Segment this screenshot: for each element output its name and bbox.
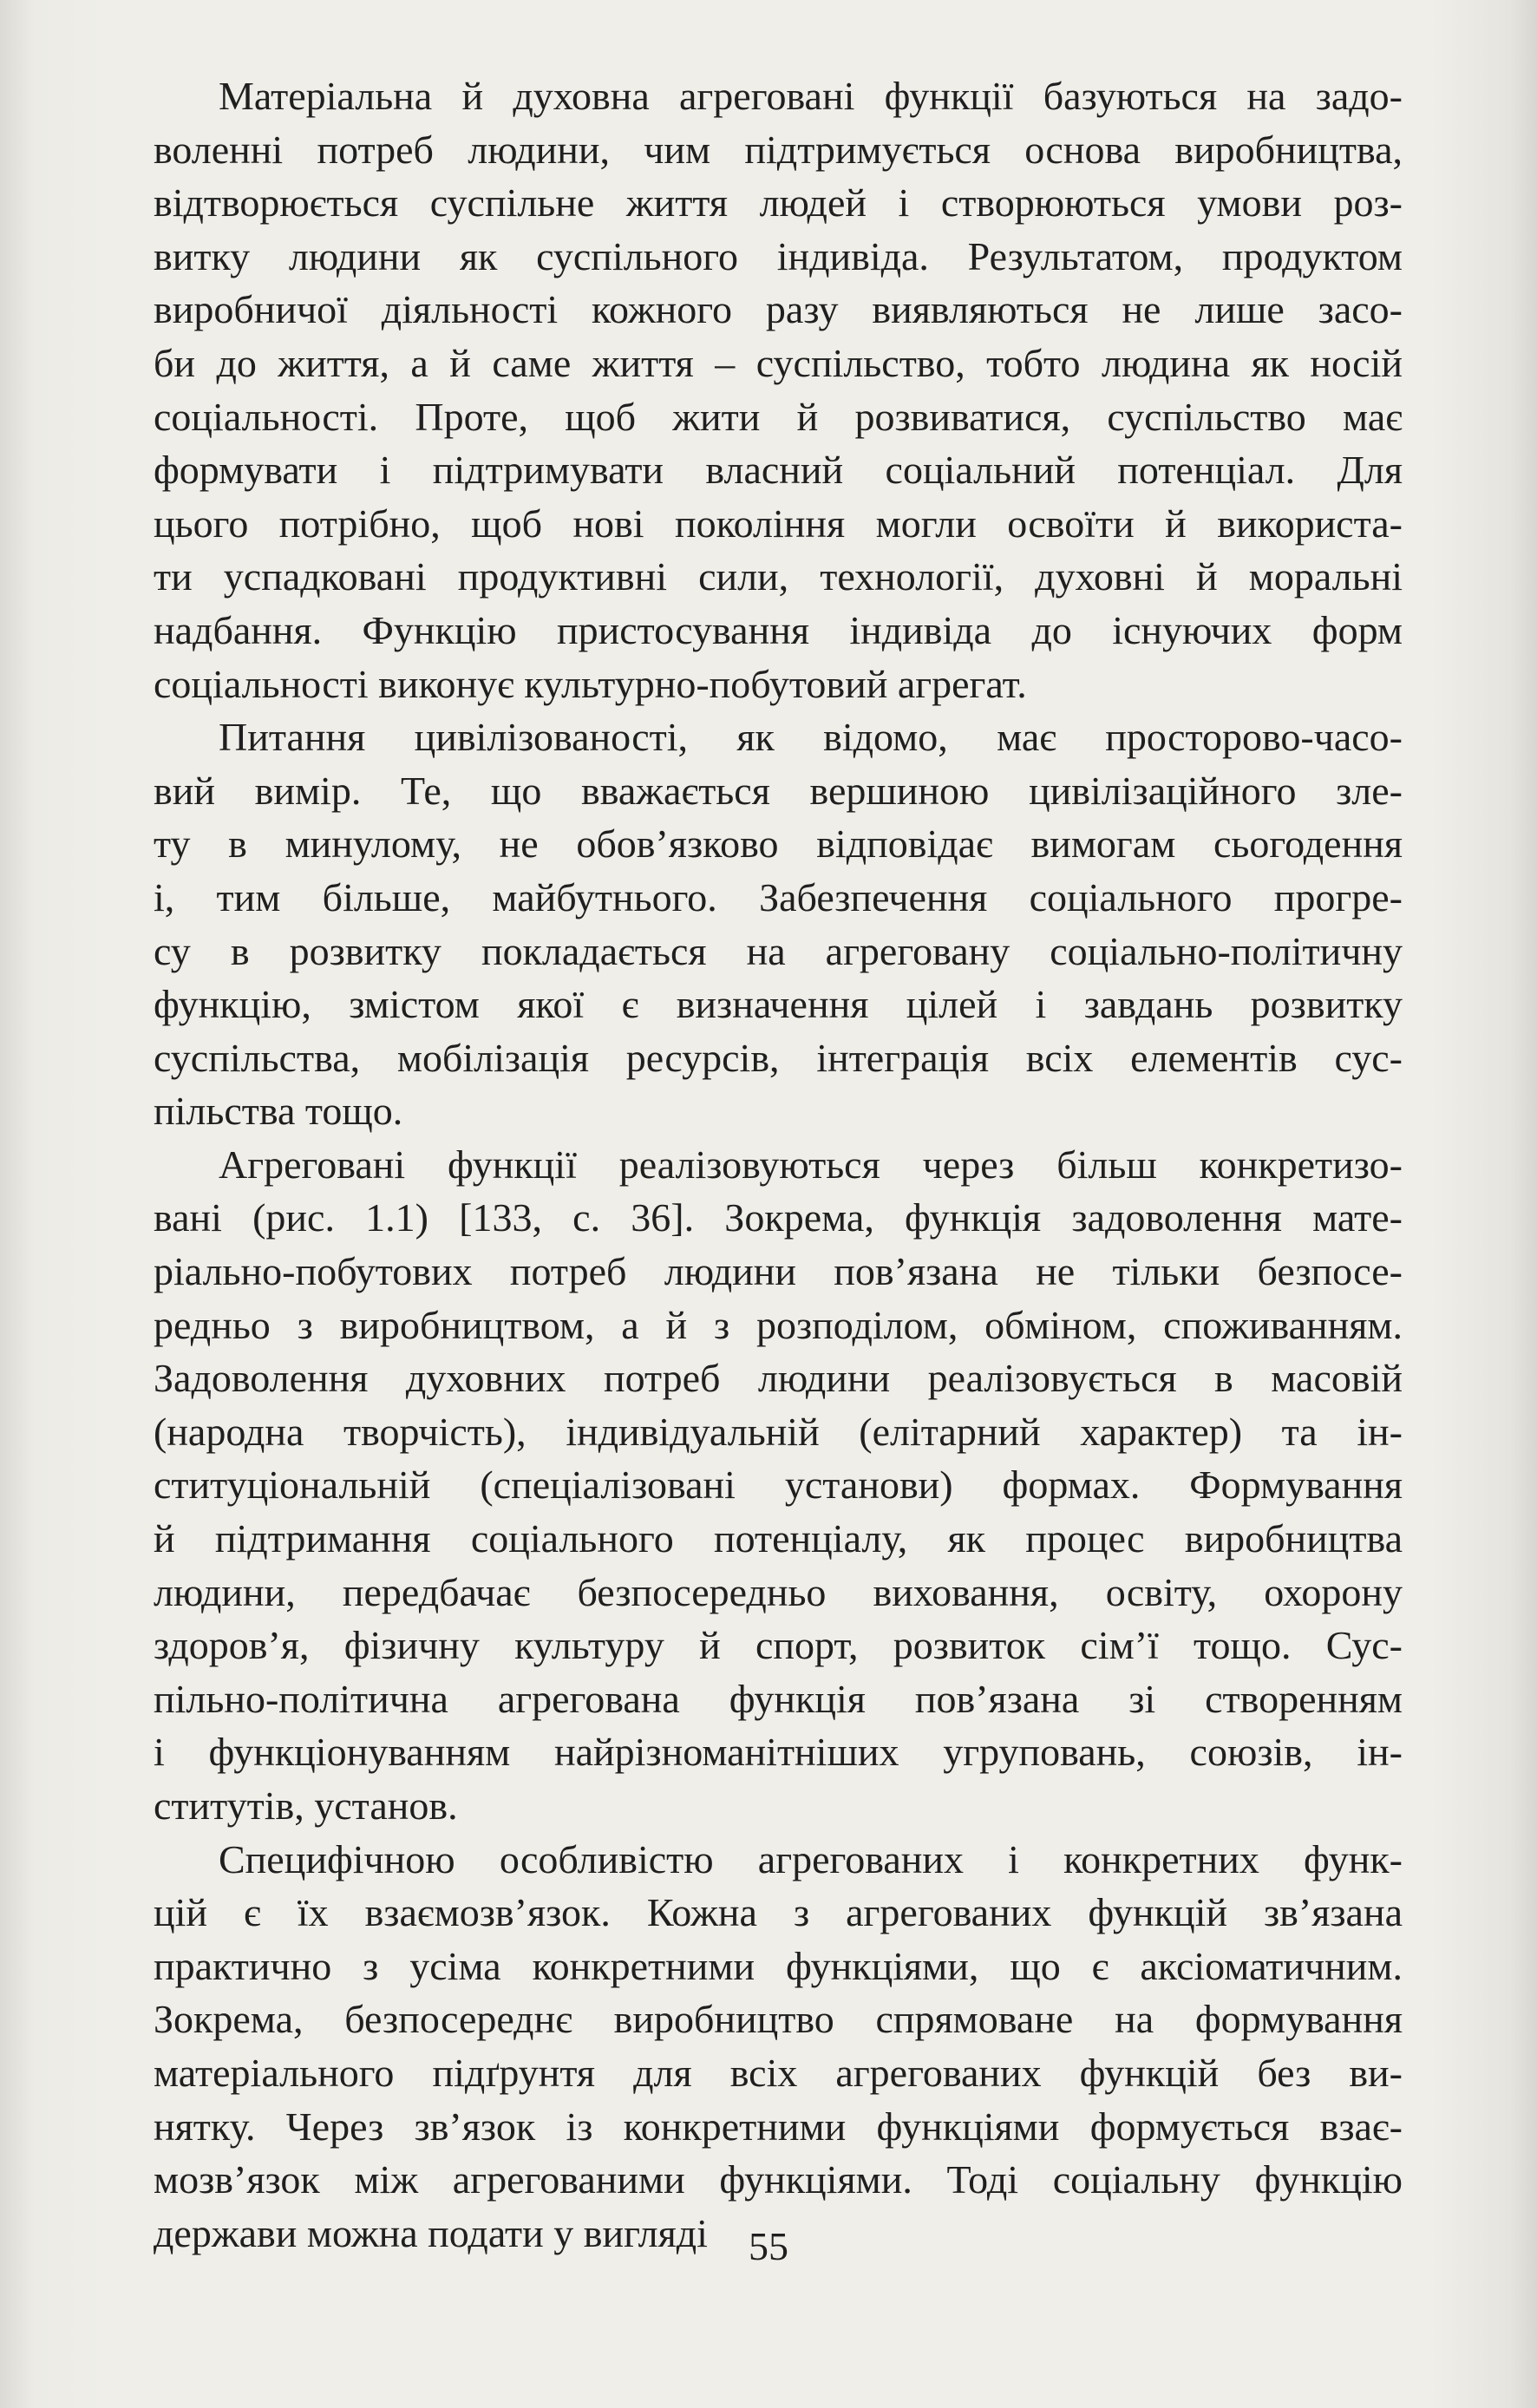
text-line: держави можна подати у вигляді [154,2210,708,2255]
text-line: ти успадковані продуктивні сили, технології, духовні й моральні [154,554,1403,599]
text-line: (народна творчість), індивідуальній (елітарний характер) та ін- [154,1409,1403,1454]
text-line: практично з усіма конкретними функціями, що є аксіоматичним. [154,1943,1403,1988]
paragraph-3 [154,1138,1403,1833]
text-line: вий вимір. Те, що вважається вершиною цивілізаційного зле- [154,768,1403,813]
text-line: мозв’язок між агрегованими функціями. Тоді соціальну функцію [154,2157,1403,2202]
text-line: пільства тощо. [154,1089,403,1134]
text-line: Зокрема, безпосереднє виробництво спрямоване на формування [154,1997,1403,2042]
paragraph-1 [154,69,1403,710]
text-line: функцію, змістом якої є визначення цілей і завдань розвитку [154,982,1403,1027]
text-line: Матеріальна й духовна агреговані функції базуються на задо- [219,74,1403,118]
text-line: формувати і підтримувати власний соціальний потенціал. Для [154,448,1403,493]
text-line: цього потрібно, щоб нові покоління могли освоїти й використа- [154,501,1403,546]
text-line: і, тим більше, майбутнього. Забезпечення соціального прогре- [154,874,1403,919]
text-line: Специфічною особливістю агрегованих і конкретних функ- [219,1836,1403,1881]
paragraph-2 [154,710,1403,1138]
text-line: і функціонуванням найрізноманітніших угруповань, союзів, ін- [154,1730,1403,1775]
text-line: ріально-побутових потреб людини пов’язана не тільки безпосе- [154,1249,1403,1294]
text-line: надбання. Функцію пристосування індивіда до існуючих форм [154,607,1403,652]
text-line: воленні потреб людини, чим підтримується основа виробництва, [154,127,1403,172]
text-line: ту в минулому, не обов’язково відповідає вимогам сьогодення [154,821,1403,867]
text-line: цій є їх взаємозв’язок. Кожна з агрегованих функцій зв’язана [154,1890,1403,1935]
text-line: соціальності. Проте, щоб жити й розвиватися, суспільство має [154,394,1403,439]
text-line: Питання цивілізованості, як відомо, має просторово-часо- [219,715,1403,760]
text-line: відтворюється суспільне життя людей і створюються умови роз- [154,180,1403,226]
text-line: нятку. Через зв’язок із конкретними функціями формується взає- [154,2104,1403,2149]
text-line: здоров’я, фізичну культуру й спорт, розвиток сім’ї тощо. Сус- [154,1623,1403,1668]
text-line: би до життя, а й саме життя – суспільство, тобто людина як носій [154,340,1403,385]
text-line: пільно-політична агрегована функція пов’язана зі створенням [154,1676,1403,1721]
paragraph-4 [154,1833,1403,2261]
text-line: витку людини як суспільного індивіда. Результатом, продуктом [154,233,1403,278]
text-line: Задоволення духовних потреб людини реалізовується в масовій [154,1356,1403,1401]
text-line: людини, передбачає безпосередньо виховання, освіту, охорону [154,1569,1403,1614]
text-line: вані (рис. 1.1) [133, с. 36]. Зокрема, функція задоволення мате- [154,1195,1403,1240]
text-line: й підтримання соціального потенціалу, як процес виробництва [154,1516,1403,1561]
text-line: матеріального підґрунтя для всіх агрегованих функцій без ви- [154,2050,1403,2095]
text-line: редньо з виробництвом, а й з розподілом, обміном, споживанням. [154,1302,1403,1347]
page-number: 55 [749,2224,788,2268]
text-line: су в розвитку покладається на агреговану соціально-політичну [154,928,1403,973]
body-text [154,69,1403,2260]
text-line: ституціональній (спеціалізовані установи) формах. Формування [154,1462,1403,1508]
text-line: виробничої діяльності кожного разу виявляються не лише засо- [154,287,1403,332]
text-line: ститутів, установ. [154,1783,458,1828]
text-line: соціальності виконує культурно-побутовий агрегат. [154,661,1027,706]
text-line: суспільства, мобілізація ресурсів, інтеграція всіх елементів сус- [154,1035,1403,1080]
text-line: Агреговані функції реалізовуються через більш конкретизо- [219,1142,1403,1187]
